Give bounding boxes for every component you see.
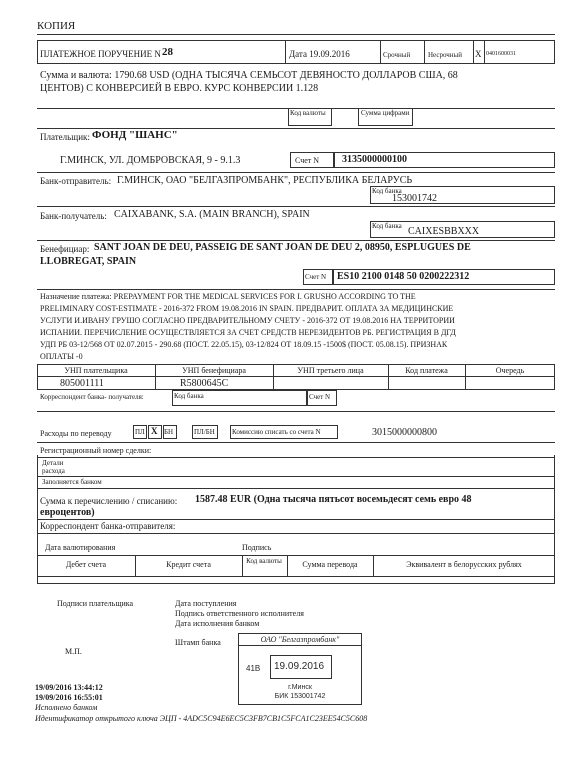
bottom-header-equivalent: Эквивалент в белорусских рублях xyxy=(406,560,522,569)
payer-signatures-label: Подписи плательщика xyxy=(57,599,134,608)
responsible-signature-label: Подпись ответственного исполнителя xyxy=(175,609,304,618)
signature-label: Подпись xyxy=(242,543,272,552)
unp-header-beneficiary: УНП бенефициара xyxy=(182,366,246,375)
unp-payer-value: 805001111 xyxy=(60,378,104,389)
timestamp-1: 19/09/2016 13:44:12 xyxy=(35,683,103,692)
currency-date-label: Дата валютирования xyxy=(45,543,116,552)
purpose-line1: Назначение платежа: PREPAYMENT FOR THE MEDICAL SERVICES FOR I. GRUSHO ACCORDING TO THE xyxy=(40,292,416,301)
payer-account: 3135000000100 xyxy=(342,154,407,165)
mp-label: М.П. xyxy=(65,647,82,656)
timestamp-2: 19/09/2016 16:55:01 xyxy=(35,693,103,702)
transfer-amount-line2: евроцентов) xyxy=(40,507,95,518)
unp-header-third: УНП третьего лица xyxy=(297,366,364,375)
stamp-bank-name: ОАО "Белгазпромбанк" xyxy=(260,635,340,644)
bank-stamp-label: Штамп банка xyxy=(175,638,221,647)
bottom-header-amount: Сумма перевода xyxy=(302,560,358,569)
sender-bank-label: Банк-отправитель: xyxy=(40,176,112,186)
bottom-header-debit: Дебет счета xyxy=(65,560,107,569)
unp-header-payment-code: Код платежа xyxy=(405,366,448,375)
receipt-date-label: Дата поступления xyxy=(175,599,237,608)
executed-by-bank: Исполнено банком xyxy=(35,703,98,712)
payer-account-label: Счет N xyxy=(295,156,320,165)
cost-option-plbn: ПЛ/БН xyxy=(194,428,215,436)
receiver-bank-code-label: Код банка xyxy=(372,222,402,230)
amount-digits-label: Сумма цифрами xyxy=(361,109,410,117)
cost-option-ben: ПЛ xyxy=(135,428,145,436)
bank-execution-date-label: Дата исполнения банком xyxy=(175,619,260,628)
beneficiary-account: ES10 2100 0148 50 0200222312 xyxy=(337,271,470,282)
stamp-city: г.Минск xyxy=(288,684,312,691)
receiver-bank-code: CAIXESBBXXX xyxy=(408,226,480,237)
key-identifier: Идентификатор открытого ключа ЭЦП - 4ADC5C94E6EC5C3FB7CB1C5FCA1C23EE54C5C608 xyxy=(35,714,368,723)
receiver-bank-label: Банк-получатель: xyxy=(40,211,107,221)
correspondent-code-label: Код банка xyxy=(174,392,204,400)
amount-line1: Сумма и валюта: 1790.68 USD (ОДНА ТЫСЯЧА СЕМЬСОТ ДЕВЯНОСТО ДОЛЛАРОВ США, 68 xyxy=(40,70,458,81)
stamp-date: 19.09.2016 xyxy=(274,661,325,672)
order-label: ПЛАТЕЖНОЕ ПОРУЧЕНИЕ N xyxy=(40,49,161,59)
purpose-line6: ОПЛАТЫ -0 xyxy=(40,352,83,361)
payer-address: Г.МИНСК, УЛ. ДОМБРОВСКАЯ, 9 - 9.1.3 xyxy=(60,155,241,166)
currency-code-label: Код валюты xyxy=(290,109,326,117)
purpose-line4: ИСПАНИИ. ПЕРЕЧИСЛЕНИЕ ОСУЩЕСТВЛЯЕТСЯ ЗА СЧЕТ СРЕДСТВ НЕРЕЗИДЕНТОВ РБ. РЕГИСТРАЦИЯ В ДГД xyxy=(40,328,456,337)
deal-details-label2: расхода xyxy=(42,467,65,475)
transfer-amount-line1: 1587.48 EUR (Одна тысяча пятьсот восемьдесят семь евро 48 xyxy=(195,494,472,505)
sender-bank-code-label: Код банка xyxy=(372,187,402,195)
unp-header-queue: Очередь xyxy=(495,366,525,375)
beneficiary-line1: SANT JOAN DE DEU, PASSEIG DE SANT JOAN DE DEU 2, 08950, ESPLUGUES DE xyxy=(94,242,471,253)
purpose-line5: УДП РБ 03-12/568 ОТ 02.07.2015 - 290.68 (ПОСТ. 22.05.15), 03-12/824 ОТ 18.09.15 -1500$ (ПОСТ. 05.08.15). ПРИЗНАК xyxy=(40,340,448,349)
bottom-header-credit: Кредит счета xyxy=(166,560,211,569)
stamp-number: 41В xyxy=(246,664,261,673)
payer-name: ФОНД "ШАНС" xyxy=(92,129,178,141)
filled-by-bank: Заполняется банком xyxy=(42,478,102,486)
sender-bank-value: Г.МИНСК, ОАО "БЕЛГАЗПРОМБАНК", РЕСПУБЛИКА БЕЛАРУСЬ xyxy=(117,175,413,186)
commission-account: 3015000000800 xyxy=(372,427,437,438)
sender-bank-code: 153001742 xyxy=(392,193,437,204)
urgent-label: Срочный xyxy=(383,51,411,59)
receiver-bank-value: CAIXABANK, S.A. (MAIN BRANCH), SPAIN xyxy=(114,209,310,220)
sender-correspondent-label: Корреспондент банка-отправителя: xyxy=(40,521,176,531)
cost-option-x: X xyxy=(151,426,158,436)
transfer-amount-label: Сумма к перечислению / списанию: xyxy=(40,496,178,506)
correspondent-label: Корреспондент банка- получателя: xyxy=(40,393,144,401)
correspondent-account-label: Счет N xyxy=(309,393,331,401)
beneficiary-account-label: Счет N xyxy=(305,273,327,281)
commission-label: Комиссию списать со счета N xyxy=(232,428,321,436)
payer-label: Плательщик: xyxy=(40,132,90,142)
beneficiary-line2: LLOBREGAT, SPAIN xyxy=(40,256,137,267)
non-urgent-label: Несрочный xyxy=(428,51,462,59)
order-number: 28 xyxy=(162,46,173,58)
transfer-costs-label: Расходы по переводу xyxy=(40,429,112,438)
bottom-header-currency: Код валюты xyxy=(246,557,282,565)
amount-line2: ЦЕНТОВ) С КОНВЕРСИЕЙ В ЕВРО. КУРС КОНВЕРСИИ 1.128 xyxy=(40,83,319,94)
beneficiary-label: Бенефициар: xyxy=(40,244,90,254)
deal-details-label1: Детали xyxy=(42,459,64,467)
non-urgent-mark: X xyxy=(475,49,482,59)
stamp-bik: БИК 153001742 xyxy=(274,693,326,700)
unp-header-payer: УНП плательщика xyxy=(64,366,128,375)
unp-beneficiary-value: R5800645C xyxy=(180,378,229,389)
cost-option-bn: БН xyxy=(164,428,174,436)
copy-label: КОПИЯ xyxy=(37,20,76,32)
deal-registration-label: Регистрационный номер сделки: xyxy=(40,446,152,455)
purpose-line3: УСЛУГИ И.ИВАНУ ГРУШО СОГЛАСНО ПРЕДВАРИТЕЛЬНОМУ СЧЕТУ - 2016-372 ОТ 19.08.2016 НА ТЕРРИТОРИИ xyxy=(40,316,455,325)
purpose-line2: PRELIMINARY COST-ESTIMATE - 2016-372 FROM 19.08.2016 IN SPAIN. ПРЕДВАРИТ. ОПЛАТА ЗА МЕДИЦИНСКИЕ xyxy=(40,304,454,313)
form-code: 0401600031 xyxy=(486,51,516,57)
order-date: Дата 19.09.2016 xyxy=(289,49,350,59)
